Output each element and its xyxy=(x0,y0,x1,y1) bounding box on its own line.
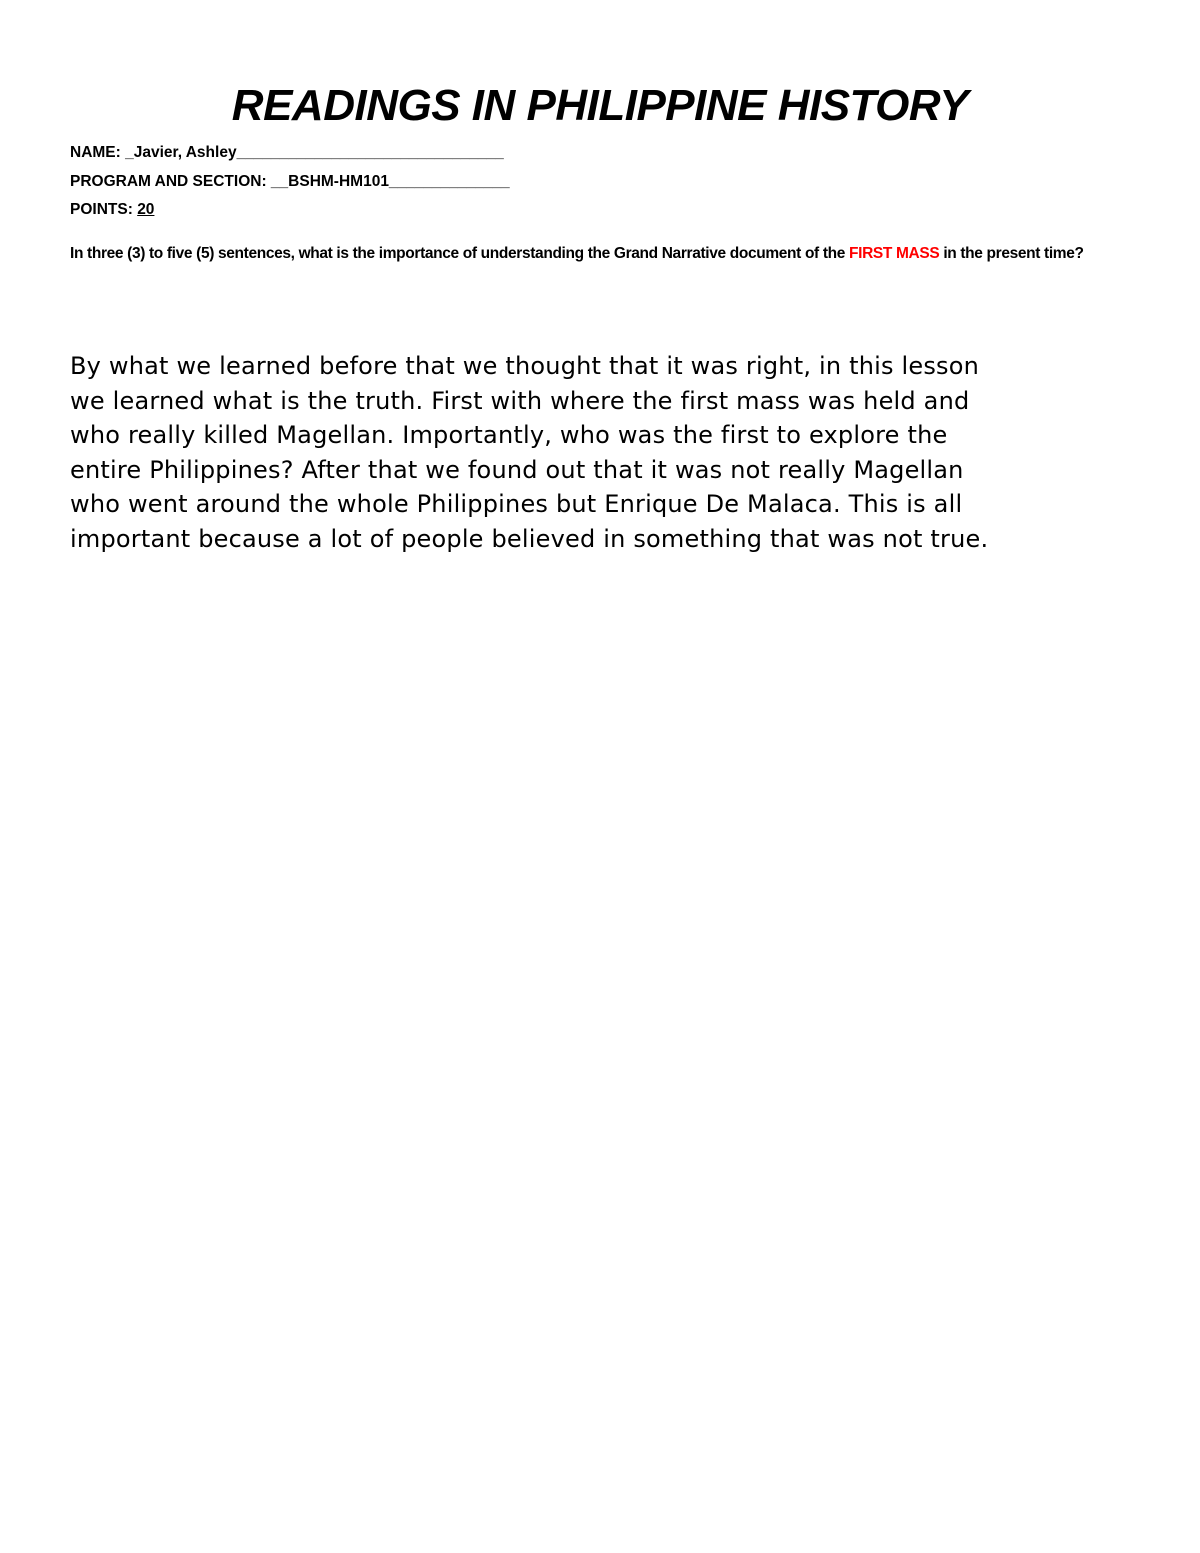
answer-line: who went around the whole Philippines but Enrique De Malaca. This is all xyxy=(70,490,963,519)
name-value: _Javier, Ashley_______________________________ xyxy=(120,144,504,161)
program-section-label: PROGRAM AND SECTION: xyxy=(70,173,267,190)
points-field xyxy=(70,200,154,220)
question-highlight: FIRST MASS xyxy=(849,245,940,262)
answer-paragraph xyxy=(70,349,1140,557)
question-prompt xyxy=(70,241,1140,267)
name-field xyxy=(70,143,504,163)
answer-line: important because a lot of people believed in something that was not true. xyxy=(70,524,989,553)
points-value: 20 xyxy=(137,201,155,218)
program-section-field xyxy=(70,172,510,192)
question-text-start: In three (3) to five (5) sentences, what is the importance of understanding the Grand Narrative document of the xyxy=(70,245,849,262)
answer-line: entire Philippines? After that we found out that it was not really Magellan xyxy=(70,455,964,484)
question-text-end: in the present time? xyxy=(939,245,1084,262)
name-label: NAME: xyxy=(70,144,121,161)
answer-line: we learned what is the truth. First with where the first mass was held and xyxy=(70,386,970,415)
document-title: READINGS IN PHILIPPINE HISTORY xyxy=(231,81,969,130)
answer-line: who really killed Magellan. Importantly, who was the first to explore the xyxy=(70,421,948,450)
points-label: POINTS: xyxy=(70,201,133,218)
program-section-value: __BSHM-HM101______________ xyxy=(266,173,510,190)
answer-line: By what we learned before that we thought that it was right, in this lesson xyxy=(70,352,980,380)
